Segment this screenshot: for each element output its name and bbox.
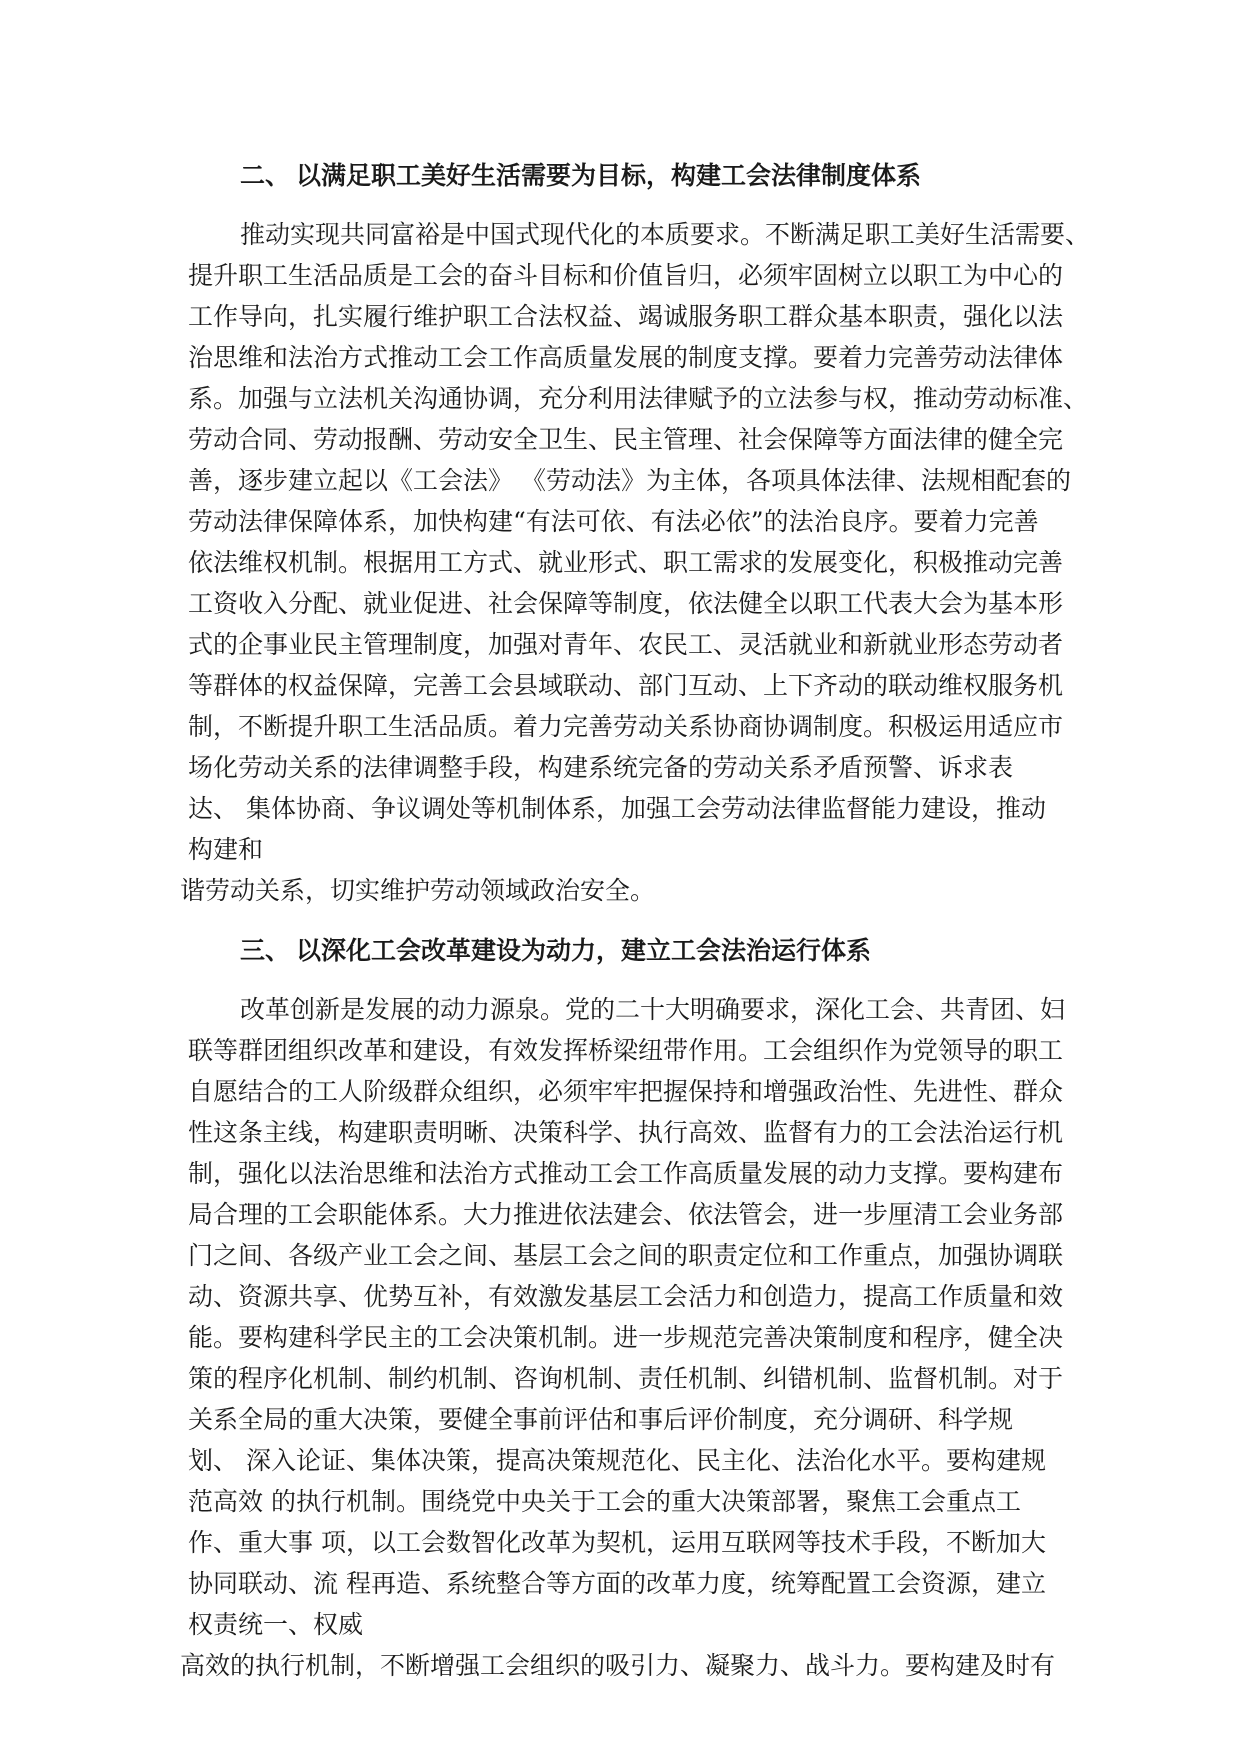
paragraph-line: 治思维和法治方式推动工会工作高质量发展的制度支撑。要着力完善劳动法律体: [188, 343, 1064, 372]
paragraph-line: 局合理的工会职能体系。大力推进依法建会、依法管会，进一步厘清工会业务部: [188, 1200, 1064, 1229]
paragraph-line: 制，强化以法治思维和法治方式推动工会工作高质量发展的动力支撑。要构建布: [188, 1159, 1064, 1188]
paragraph-line: 制，不断提升职工生活品质。着力完善劳动关系协商协调制度。积极运用适应市: [188, 712, 1064, 741]
paragraph-line: 劳动合同、劳动报酬、劳动安全卫生、民主管理、社会保障等方面法律的健全完: [188, 425, 1064, 454]
section-heading: [188, 933, 1058, 969]
paragraph-line: 能。要构建科学民主的工会决策机制。进一步规范完善决策制度和程序，健全决: [188, 1323, 1064, 1352]
paragraph-line: 谐劳动关系，切实维护劳动领域政治安全。: [180, 876, 656, 905]
paragraph-line: 策的程序化机制、制约机制、咨询机制、责任机制、纠错机制、监督机制。对于: [188, 1364, 1064, 1393]
paragraph-line: 动、资源共享、优势互补，有效激发基层工会活力和创造力，提高工作质量和效: [188, 1282, 1064, 1311]
paragraph-line: 等群体的权益保障，完善工会县域联动、部门互动、上下齐动的联动维权服务机: [188, 671, 1064, 700]
paragraph-line: 依法维权机制。根据用工方式、就业形式、职工需求的发展变化，积极推动完善: [188, 548, 1064, 577]
paragraph-line: 改革创新是发展的动力源泉。党的二十大明确要求，深化工会、共青团、妇: [240, 995, 1066, 1024]
section-3: [180, 933, 1066, 1686]
paragraph-line: 式的企事业民主管理制度，加强对青年、农民工、灵活就业和新就业形态劳动者: [188, 630, 1064, 659]
section-title: 以深化工会改革建设为动力，建立工会法治运行体系: [296, 936, 872, 965]
paragraph-line: 范高效 的执行机制。围绕党中央关于工会的重大决策部署，聚焦工会重点工: [188, 1487, 1021, 1516]
paragraph-line: 工资收入分配、就业促进、社会保障等制度，依法健全以职工代表大会为基本形: [188, 589, 1064, 618]
paragraph-line: 达、 集体协商、争议调处等机制体系，加强工会劳动法律监督能力建设，推动: [188, 794, 1046, 823]
paragraph-line: 协同联动、流 程再造、系统整合等方面的改革力度，统筹配置工会资源，建立: [188, 1569, 1046, 1598]
paragraph-line: 善，逐步建立起以《工会法》 《劳动法》为主体，各项具体法律、法规相配套的: [188, 466, 1071, 495]
paragraph-line: 劳动法律保障体系，加快构建“有法可依、有法必依”的法治良序。要着力完善: [188, 507, 1039, 536]
paragraph-line: 构建和: [188, 835, 264, 864]
paragraph-line: 性这条主线，构建职责明晰、决策科学、执行高效、监督有力的工会法治运行机: [188, 1118, 1064, 1147]
section-number: 二、: [240, 161, 291, 190]
section-heading: [188, 158, 1058, 194]
document-page: [180, 158, 1091, 1708]
paragraph-line: 高效的执行机制，不断增强工会组织的吸引力、凝聚力、战斗力。要构建及时有: [180, 1651, 1056, 1680]
paragraph-line: 自愿结合的工人阶级群众组织，必须牢牢把握保持和增强政治性、先进性、群众: [188, 1077, 1064, 1106]
paragraph-line: 权责统一、权威: [188, 1610, 364, 1639]
paragraph-line: 系。加强与立法机关沟通协调，充分利用法律赋予的立法参与权，推动劳动标准、: [188, 384, 1089, 413]
paragraph-line: 作、重大事 项，以工会数智化改革为契机，运用互联网等技术手段，不断加大: [188, 1528, 1046, 1557]
paragraph-line: 提升职工生活品质是工会的奋斗目标和价值旨归，必须牢固树立以职工为中心的: [188, 261, 1064, 290]
section-2: [180, 158, 1091, 911]
paragraph-line: 工作导向，扎实履行维护职工合法权益、竭诚服务职工群众基本职责，强化以法: [188, 302, 1064, 331]
paragraph-line: 推动实现共同富裕是中国式现代化的本质要求。不断满足职工美好生活需要、: [240, 220, 1091, 249]
section-number: 三、: [240, 936, 291, 965]
paragraph-line: 联等群团组织改革和建设，有效发挥桥梁纽带作用。工会组织作为党领导的职工: [188, 1036, 1064, 1065]
section-title: 以满足职工美好生活需要为目标，构建工会法律制度体系: [296, 161, 922, 190]
paragraph-line: 关系全局的重大决策，要健全事前评估和事后评价制度，充分调研、科学规: [188, 1405, 1014, 1434]
paragraph-line: 门之间、各级产业工会之间、基层工会之间的职责定位和工作重点，加强协调联: [188, 1241, 1064, 1270]
paragraph-line: 场化劳动关系的法律调整手段，构建系统完备的劳动关系矛盾预警、诉求表: [188, 753, 1014, 782]
paragraph-line: 划、 深入论证、集体决策，提高决策规范化、民主化、法治化水平。要构建规: [188, 1446, 1046, 1475]
